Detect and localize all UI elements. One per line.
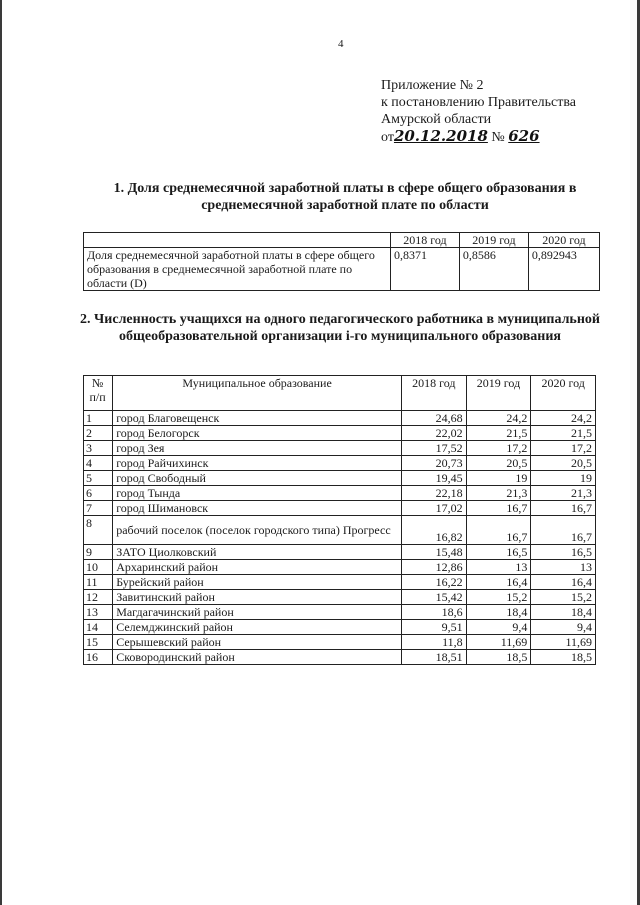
appendix-resolution: к постановлению Правительства (381, 95, 577, 110)
table-row (84, 575, 596, 590)
value-2018: 15,42 (402, 590, 467, 605)
row-number: 8 (84, 516, 113, 545)
row-number: 2 (84, 426, 113, 441)
value-2020: 19 (531, 471, 596, 486)
value-2018: 17,52 (402, 441, 467, 456)
table-header-row (84, 376, 596, 411)
value-2020: 16,4 (531, 575, 596, 590)
value-2018: 22,02 (402, 426, 467, 441)
municipality-name: Серышевский район (113, 635, 402, 650)
table-row (84, 501, 596, 516)
value-2018: 11,8 (402, 635, 467, 650)
row-number: 3 (84, 441, 113, 456)
value-2018: 0,8371 (391, 248, 460, 291)
value-2020: 16,7 (531, 501, 596, 516)
row-number: 13 (84, 605, 113, 620)
number-label: № (491, 130, 505, 145)
header-empty-cell (84, 233, 391, 248)
table-row (84, 441, 596, 456)
row-number: 12 (84, 590, 113, 605)
value-2019: 24,2 (466, 411, 531, 426)
header-2018: 2018 год (391, 233, 460, 248)
value-2020: 16,5 (531, 545, 596, 560)
value-2019: 18,5 (466, 650, 531, 665)
municipality-name: Селемджинский район (113, 620, 402, 635)
table-row (84, 545, 596, 560)
municipality-name: Архаринский район (113, 560, 402, 575)
row-number: 10 (84, 560, 113, 575)
value-2018: 12,86 (402, 560, 467, 575)
table-row (84, 650, 596, 665)
row-number: 11 (84, 575, 113, 590)
appendix-date-line (381, 128, 576, 146)
value-2018: 24,68 (402, 411, 467, 426)
header-municipality: Муниципальное образование (113, 376, 402, 411)
value-2020: 9,4 (531, 620, 596, 635)
row-number: 14 (84, 620, 113, 635)
value-2018: 16,82 (402, 516, 467, 545)
appendix-title: Приложение № 2 (381, 78, 484, 93)
from-label: от (381, 130, 394, 145)
value-2018: 19,45 (402, 471, 467, 486)
value-2018: 9,51 (402, 620, 467, 635)
value-2019: 13 (466, 560, 531, 575)
row-number: 1 (84, 411, 113, 426)
value-2020: 21,3 (531, 486, 596, 501)
value-2020: 24,2 (531, 411, 596, 426)
value-2019: 16,5 (466, 545, 531, 560)
municipality-name: Завитинский район (113, 590, 402, 605)
header-2019: 2019 год (459, 233, 528, 248)
value-2019: 17,2 (466, 441, 531, 456)
value-2019: 21,3 (466, 486, 531, 501)
table-row (84, 590, 596, 605)
handwritten-date: 20.12.2018 (393, 127, 488, 145)
section2-title: 2. Численность учащихся на одного педагогического работника в муниципальной общеобразовательной организации i-го муниципального образования (80, 312, 600, 344)
indicator-label: Доля среднемесячной заработной платы в сфере общего образования в среднемесячной заработной плате по области (D) (84, 248, 391, 291)
value-2020: 18,5 (531, 650, 596, 665)
municipality-name: город Райчихинск (113, 456, 402, 471)
municipality-name: город Тында (113, 486, 402, 501)
value-2019: 0,8586 (459, 248, 528, 291)
table-row (84, 620, 596, 635)
table-row (84, 635, 596, 650)
value-2020: 17,2 (531, 441, 596, 456)
header-2018: 2018 год (402, 376, 467, 411)
value-2018: 20,73 (402, 456, 467, 471)
value-2019: 11,69 (466, 635, 531, 650)
row-number: 7 (84, 501, 113, 516)
value-2020: 21,5 (531, 426, 596, 441)
value-2020: 20,5 (531, 456, 596, 471)
value-2018: 17,02 (402, 501, 467, 516)
row-number: 6 (84, 486, 113, 501)
value-2020: 0,892943 (528, 248, 599, 291)
municipality-name: Бурейский район (113, 575, 402, 590)
value-2019: 19 (466, 471, 531, 486)
table-row (84, 471, 596, 486)
table-row (84, 516, 596, 545)
salary-share-table (83, 232, 600, 291)
value-2020: 13 (531, 560, 596, 575)
municipality-name: город Белогорск (113, 426, 402, 441)
table-row (84, 560, 596, 575)
students-per-teacher-table (83, 375, 596, 665)
value-2020: 18,4 (531, 605, 596, 620)
municipality-name: город Зея (113, 441, 402, 456)
table-row (84, 605, 596, 620)
value-2019: 21,5 (466, 426, 531, 441)
table-row (84, 426, 596, 441)
value-2020: 16,7 (531, 516, 596, 545)
header-number: № п/п (84, 376, 113, 411)
value-2018: 22,18 (402, 486, 467, 501)
row-number: 5 (84, 471, 113, 486)
value-2019: 20,5 (466, 456, 531, 471)
scan-border-left (0, 0, 2, 905)
value-2019: 16,7 (466, 501, 531, 516)
page-number: 4 (338, 38, 344, 50)
header-2020: 2020 год (528, 233, 599, 248)
row-number: 15 (84, 635, 113, 650)
value-2019: 15,2 (466, 590, 531, 605)
handwritten-number: 626 (508, 127, 540, 145)
value-2018: 15,48 (402, 545, 467, 560)
table-row (84, 486, 596, 501)
row-number: 4 (84, 456, 113, 471)
table-row (84, 411, 596, 426)
header-2020: 2020 год (531, 376, 596, 411)
row-number: 9 (84, 545, 113, 560)
value-2018: 18,51 (402, 650, 467, 665)
table-header-row (84, 233, 600, 248)
value-2019: 18,4 (466, 605, 531, 620)
municipality-name: город Благовещенск (113, 411, 402, 426)
row-number: 16 (84, 650, 113, 665)
table-row (84, 248, 600, 291)
value-2018: 16,22 (402, 575, 467, 590)
municipality-name: город Шимановск (113, 501, 402, 516)
value-2020: 11,69 (531, 635, 596, 650)
table-row (84, 456, 596, 471)
value-2020: 15,2 (531, 590, 596, 605)
municipality-name: Сковородинский район (113, 650, 402, 665)
section1-title: 1. Доля среднемесячной заработной платы в сфере общего образования в среднемесячной заработной плате по области (113, 181, 577, 213)
value-2019: 9,4 (466, 620, 531, 635)
appendix-region: Амурской области (381, 112, 492, 127)
value-2019: 16,7 (466, 516, 531, 545)
appendix-block (381, 77, 576, 146)
municipality-name: город Свободный (113, 471, 402, 486)
value-2019: 16,4 (466, 575, 531, 590)
municipality-name: ЗАТО Циолковский (113, 545, 402, 560)
header-2019: 2019 год (466, 376, 531, 411)
municipality-name: Магдагачинский район (113, 605, 402, 620)
value-2018: 18,6 (402, 605, 467, 620)
municipality-name: рабочий поселок (поселок городского типа) Прогресс (113, 516, 402, 545)
